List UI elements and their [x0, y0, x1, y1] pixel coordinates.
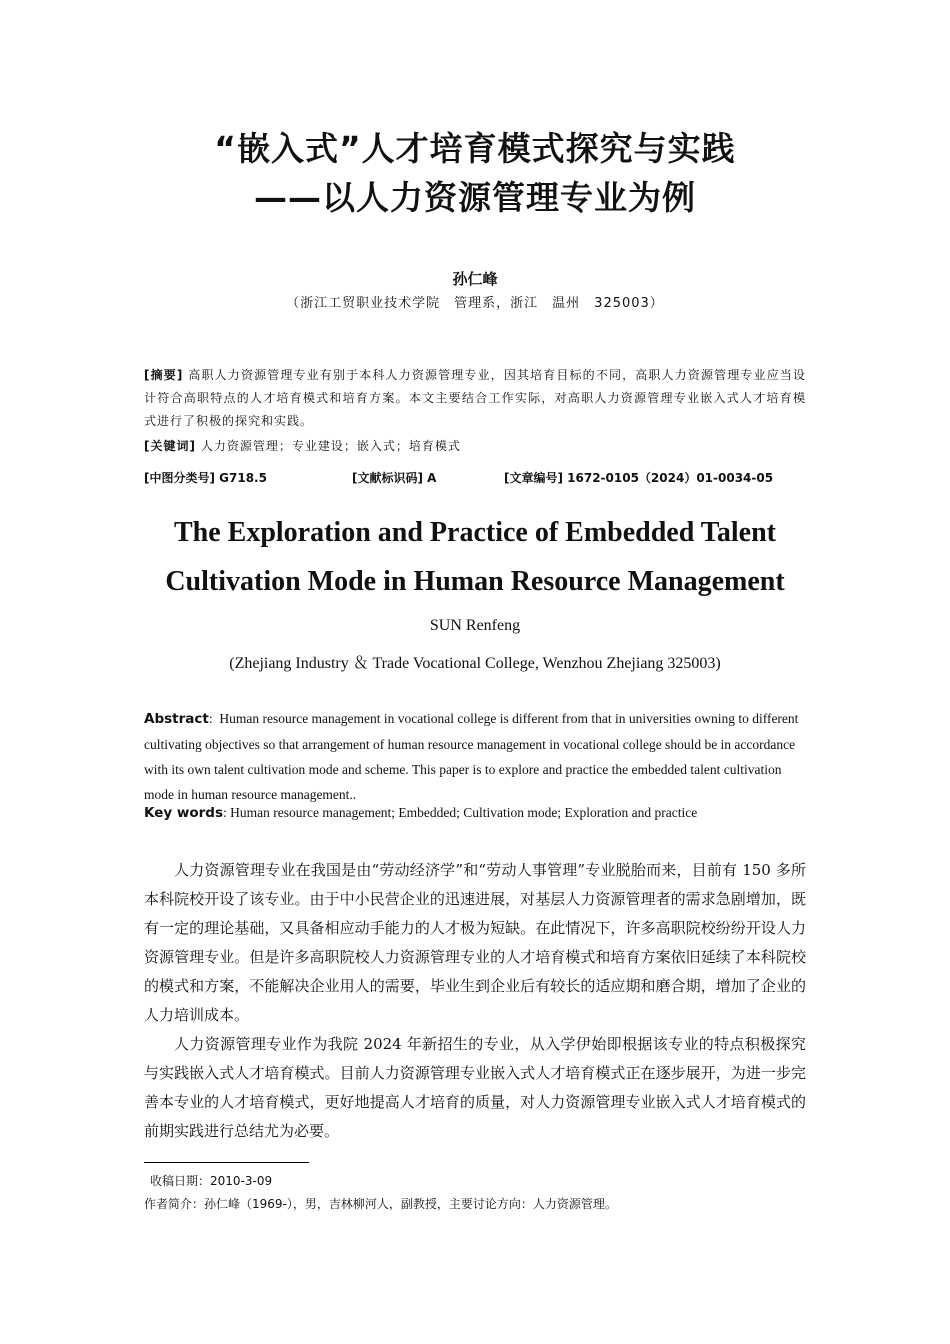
keywords-chinese — [144, 437, 806, 454]
body-text — [144, 856, 806, 1146]
abstract-chinese-text: 高职人力资源管理专业有别于本科人力资源管理专业，因其培育目标的不同，高职人力资源管理专业应当设计符合高职特点的人才培育模式和培育方案。本文主要结合工作实际，对高职人力资源管理专业嵌入式人才培育模式进行了积极的探究和实践。 — [144, 368, 806, 428]
body-paragraph-1: 人力资源管理专业在我国是由“劳动经济学”和“劳动人事管理”专业脱胎而来，目前有 150 多所本科院校开设了该专业。由于中小民营企业的迅速进展，对基层人力资源管理者的需求急剧增加，既有一定的理论基础，又具备相应动手能力的人才极为短缺。在此情况下，许多高职院校纷纷开设人力资源管理专业。但是许多高职院校人力资源管理专业的人才培育模式和培育方案依旧延续了本科院校的模式和方案，不能解决企业用人的需要，毕业生到企业后有较长的适应期和磨合期，增加了企业的人力培训成本。 — [144, 861, 806, 1024]
footnote-author-bio: 作者简介：孙仁峰（1969-），男，吉林柳河人，副教授，主要讨论方向：人力资源管理。 — [144, 1197, 617, 1211]
abstract-english: Abstract: Human resource management in vocational college is different from that in universities owning to different cultivating objectives so that arrangement of human resource management in vocational college should be in accordance with its own talent cultivation mode and scheme. This paper is to explore and practice the embedded talent cultivation mode in human resource management.. — [144, 711, 799, 802]
keywords-english-label: Key words — [144, 805, 223, 821]
footnote-divider — [144, 1162, 309, 1163]
keywords-english-text: Human resource management; Embedded; Cultivation mode; Exploration and practice — [230, 805, 698, 820]
document-code: [文献标识码] A — [352, 471, 437, 485]
affiliation-chinese: （浙江工贸职业技术学院 管理系，浙江 温州 325003） — [286, 296, 664, 311]
keywords-english: Key words: Human resource management; Embedded; Cultivation mode; Exploration and practice — [144, 805, 698, 821]
author-chinese: 孙仁峰 — [452, 270, 498, 288]
keywords-chinese-text: 人力资源管理；专业建设；嵌入式；培育模式 — [200, 439, 461, 453]
affiliation-english: (Zhejiang Industry ＆ Trade Vocational College, Wenzhou Zhejiang 325003) — [229, 655, 721, 672]
keywords-chinese-label: [关键词] — [144, 439, 196, 453]
footnote-received-date: 收稿日期：2010-3-09 — [150, 1174, 273, 1188]
abstract-chinese — [144, 364, 806, 433]
english-title-line-2: Cultivation Mode in Human Resource Management — [165, 566, 785, 597]
chinese-title-line-1: “嵌入式”人才培育模式探究与实践 — [214, 129, 736, 168]
article-number: [文章编号] 1672-0105（2024）01-0034-05 — [504, 471, 774, 485]
clc-number: [中图分类号] G718.5 — [144, 471, 267, 485]
abstract-english-label: Abstract — [144, 711, 209, 727]
abstract-chinese-label: [摘要] — [144, 368, 184, 382]
author-english: SUN Renfeng — [429, 617, 521, 634]
english-title-line-1: The Exploration and Practice of Embedded Talent — [173, 517, 777, 548]
body-paragraph-2: 人力资源管理专业作为我院 2024 年新招生的专业，从入学伊始即根据该专业的特点积极探究与实践嵌入式人才培育模式。目前人力资源管理专业嵌入式人才培育模式正在逐步展开，为进一步完善本专业的人才培育模式，更好地提高人才培育的质量，对人力资源管理专业嵌入式人才培育模式的前期实践进行总结尤为必要。 — [144, 1035, 806, 1140]
abstract-english-text: Human resource management in vocational college is different from that in universities owning to different cultivating objectives so that arrangement of human resource management in vocational college should be in accordance with its own talent cultivation mode and scheme. This paper is to explore and practice the embedded talent cultivation mode in human resource management.. — [144, 711, 799, 802]
chinese-title-line-2: ——以人力资源管理专业为例 — [254, 178, 696, 217]
